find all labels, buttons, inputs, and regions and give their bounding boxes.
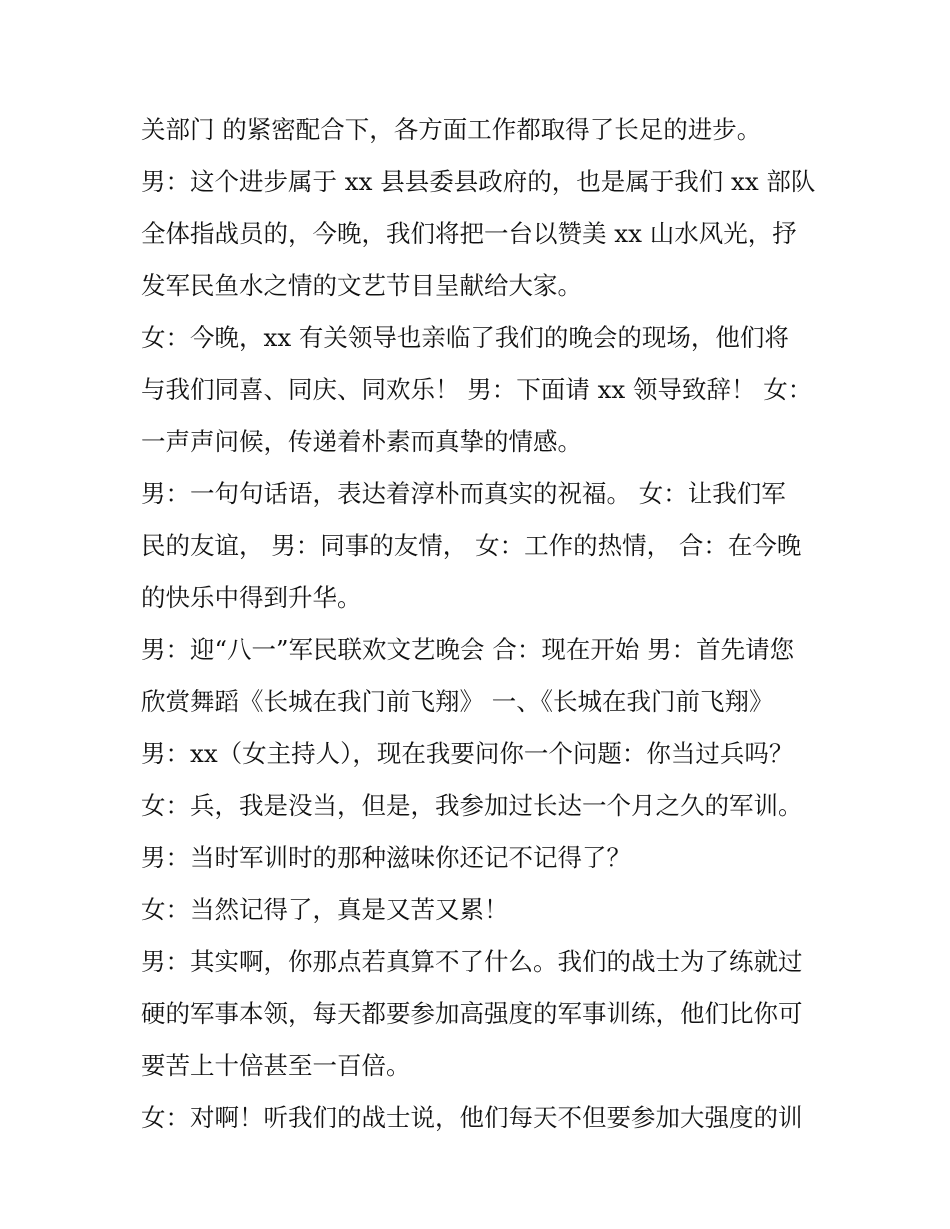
text-line: 男：当时军训时的那种滋味你还记不记得了？ <box>141 843 631 872</box>
text-line: 男：一句句话语，表达着淳朴而真实的祝福。 女：让我们军 <box>141 479 786 508</box>
text-line: 女：今晚，xx 有关领导也亲临了我们的晚会的现场，他们将 <box>141 323 789 352</box>
text-line: 要苦上十倍甚至一百倍。 <box>141 1051 411 1080</box>
text-line: 关部门 的紧密配合下，各方面工作都取得了长足的进步。 <box>141 115 762 144</box>
text-line: 的快乐中得到升华。 <box>141 583 362 612</box>
document-body <box>141 104 821 1144</box>
text-line: 一声声问候，传递着朴素而真挚的情感。 <box>141 427 582 456</box>
text-line: 男：这个进步属于 xx 县县委县政府的，也是属于我们 xx 部队 <box>141 167 816 196</box>
text-line: 硬的军事本领，每天都要参加高强度的军事训练，他们比你可 <box>141 999 803 1028</box>
text-line: 发军民鱼水之情的文艺节目呈献给大家。 <box>141 271 582 300</box>
text-line: 男：其实啊，你那点若真算不了什么。我们的战士为了练就过 <box>141 947 803 976</box>
text-line: 欣赏舞蹈《长城在我门前飞翔》 一、《长城在我门前飞翔》 <box>141 687 774 716</box>
text-line: 男：迎“八一”军民联欢文艺晚会 合：现在开始 男：首先请您 <box>141 635 795 664</box>
text-line: 女：对啊！听我们的战士说，他们每天不但要参加大强度的训 <box>141 1103 803 1132</box>
text-line: 全体指战员的，今晚，我们将把一台以赞美 xx 山水风光，抒 <box>141 219 797 248</box>
text-line: 民的友谊， 男：同事的友情， 女：工作的热情， 合：在今晚 <box>141 531 802 560</box>
text-line: 女：当然记得了，真是又苦又累！ <box>141 895 509 924</box>
text-line: 与我们同喜、同庆、同欢乐！ 男：下面请 xx 领导致辞！ 女： <box>141 375 813 404</box>
text-line: 男：xx（女主持人），现在我要问你一个问题：你当过兵吗？ <box>141 739 794 768</box>
text-line: 女：兵，我是没当，但是，我参加过长达一个月之久的军训。 <box>141 791 803 820</box>
